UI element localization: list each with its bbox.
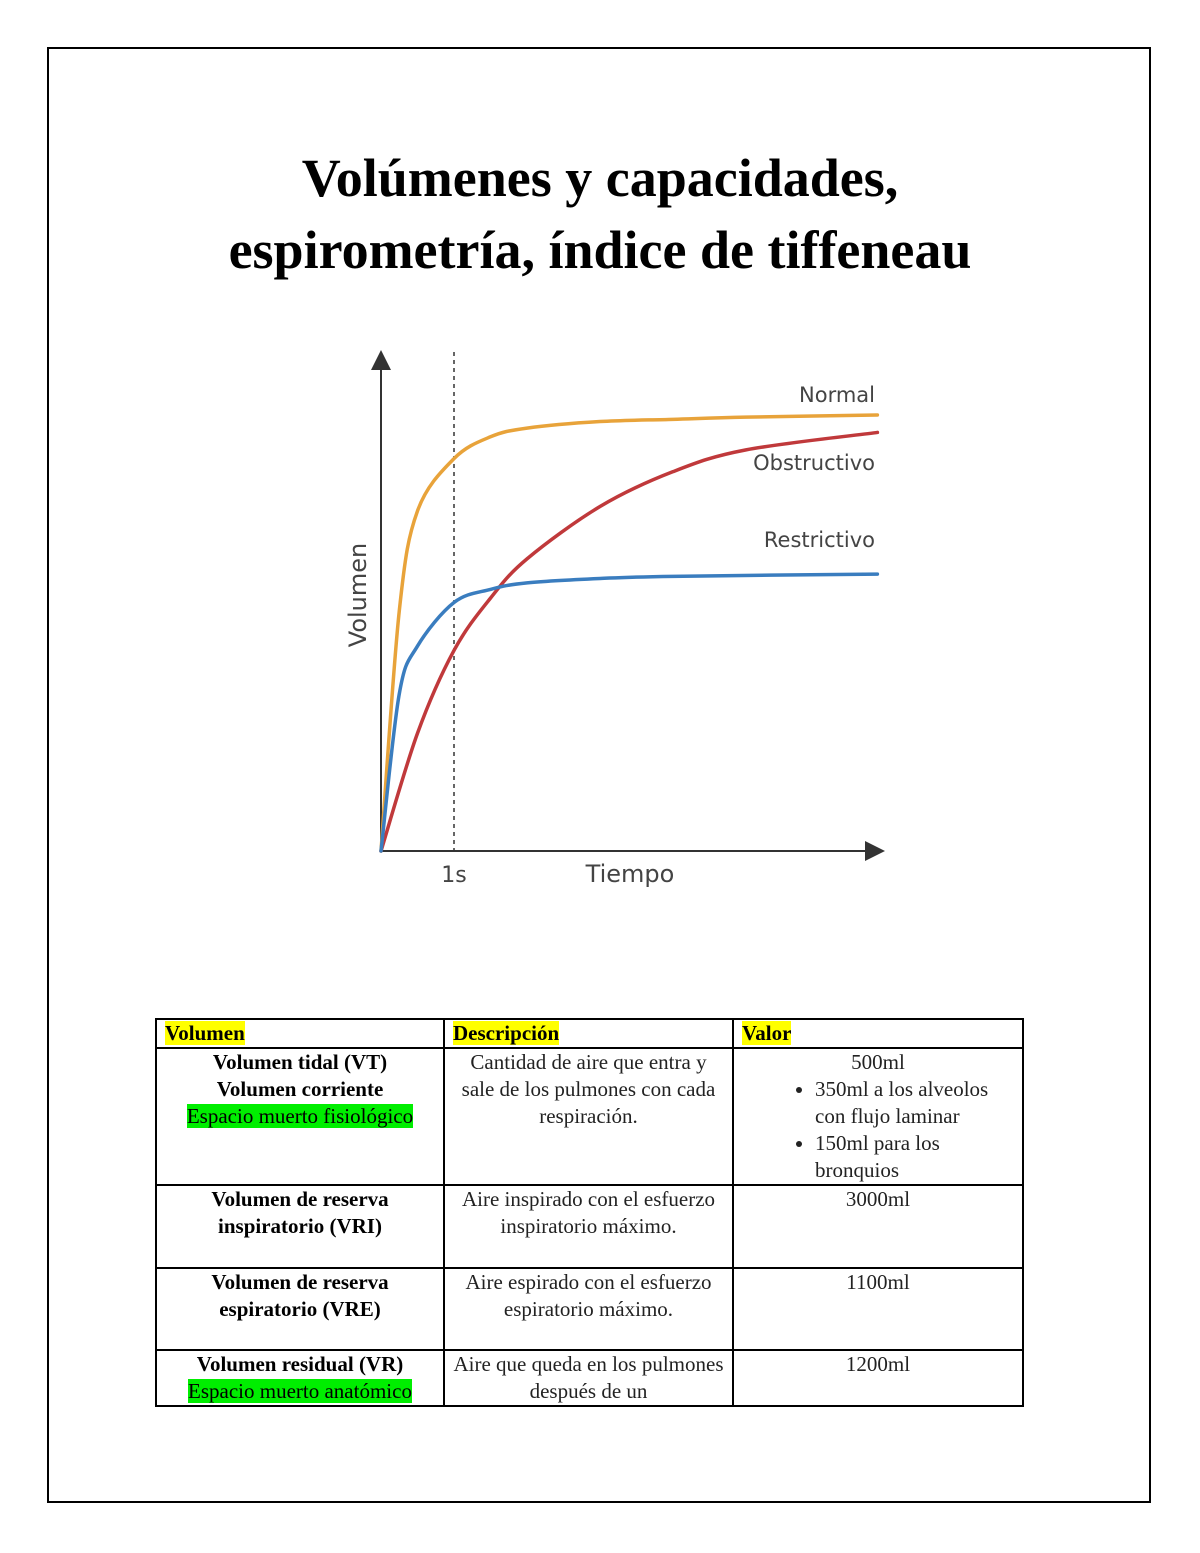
series-line-restrictivo xyxy=(381,574,877,851)
value-bullet-list xyxy=(742,1076,1014,1184)
cell-volumen: Volumen de reserva inspiratorio (VRI) xyxy=(156,1185,444,1268)
x-axis-label: Tiempo xyxy=(585,860,675,888)
cell-valor: 1100ml xyxy=(733,1268,1023,1350)
value-text: 500ml xyxy=(851,1050,905,1074)
highlighted-note: Espacio muerto fisiológico xyxy=(186,1104,414,1128)
cell-valor: 1200ml xyxy=(733,1350,1023,1406)
page-title xyxy=(0,142,1200,286)
header-valor xyxy=(733,1019,1023,1048)
cell-volumen xyxy=(156,1350,444,1406)
header-descripcion-label: Descripción xyxy=(453,1021,560,1045)
spirometry-chart xyxy=(330,340,890,900)
list-item: • 150ml para los bronquios xyxy=(815,1130,1014,1184)
header-volumen xyxy=(156,1019,444,1048)
cell-descripcion: Aire que queda en los pulmones después de un xyxy=(444,1350,733,1406)
cell-descripcion: Cantidad de aire que entra y sale de los pulmones con cada respiración. xyxy=(444,1048,733,1185)
cell-volumen xyxy=(156,1048,444,1185)
list-item: • 350ml a los alveolos con flujo laminar xyxy=(815,1076,1014,1130)
series-line-normal xyxy=(381,415,877,851)
table-row xyxy=(156,1268,1023,1350)
volume-name: Volumen tidal (VT) xyxy=(212,1050,388,1074)
series-line-obstructivo xyxy=(381,432,877,851)
cell-volumen: Volumen de reserva espiratorio (VRE) xyxy=(156,1268,444,1350)
volumes-table xyxy=(155,1018,1024,1407)
series-layer xyxy=(381,383,877,851)
title-line-1: Volúmenes y capacidades, xyxy=(301,148,899,208)
series-label-normal: Normal xyxy=(799,383,875,407)
cell-valor: 3000ml xyxy=(733,1185,1023,1268)
table-header-row xyxy=(156,1019,1023,1048)
table-row xyxy=(156,1185,1023,1268)
header-volumen-label: Volumen xyxy=(165,1021,245,1045)
y-axis-label: Volumen xyxy=(344,542,372,648)
cell-descripcion: Aire espirado con el esfuerzo espiratorio máximo. xyxy=(444,1268,733,1350)
cell-valor xyxy=(733,1048,1023,1185)
cell-descripcion: Aire inspirado con el esfuerzo inspiratorio máximo. xyxy=(444,1185,733,1268)
title-line-2: espirometría, índice de tiffeneau xyxy=(228,220,972,280)
x-tick-label-1s: 1s xyxy=(441,863,467,888)
series-label-obstructivo: Obstructivo xyxy=(753,451,875,475)
highlighted-note: Espacio muerto anatómico xyxy=(188,1379,412,1403)
volume-name: Volumen residual (VR) xyxy=(196,1352,404,1376)
volume-alias: Volumen corriente xyxy=(216,1077,384,1101)
table-row xyxy=(156,1350,1023,1406)
series-label-restrictivo: Restrictivo xyxy=(763,528,875,552)
table-row xyxy=(156,1048,1023,1185)
header-valor-label: Valor xyxy=(742,1021,792,1045)
header-descripcion xyxy=(444,1019,733,1048)
